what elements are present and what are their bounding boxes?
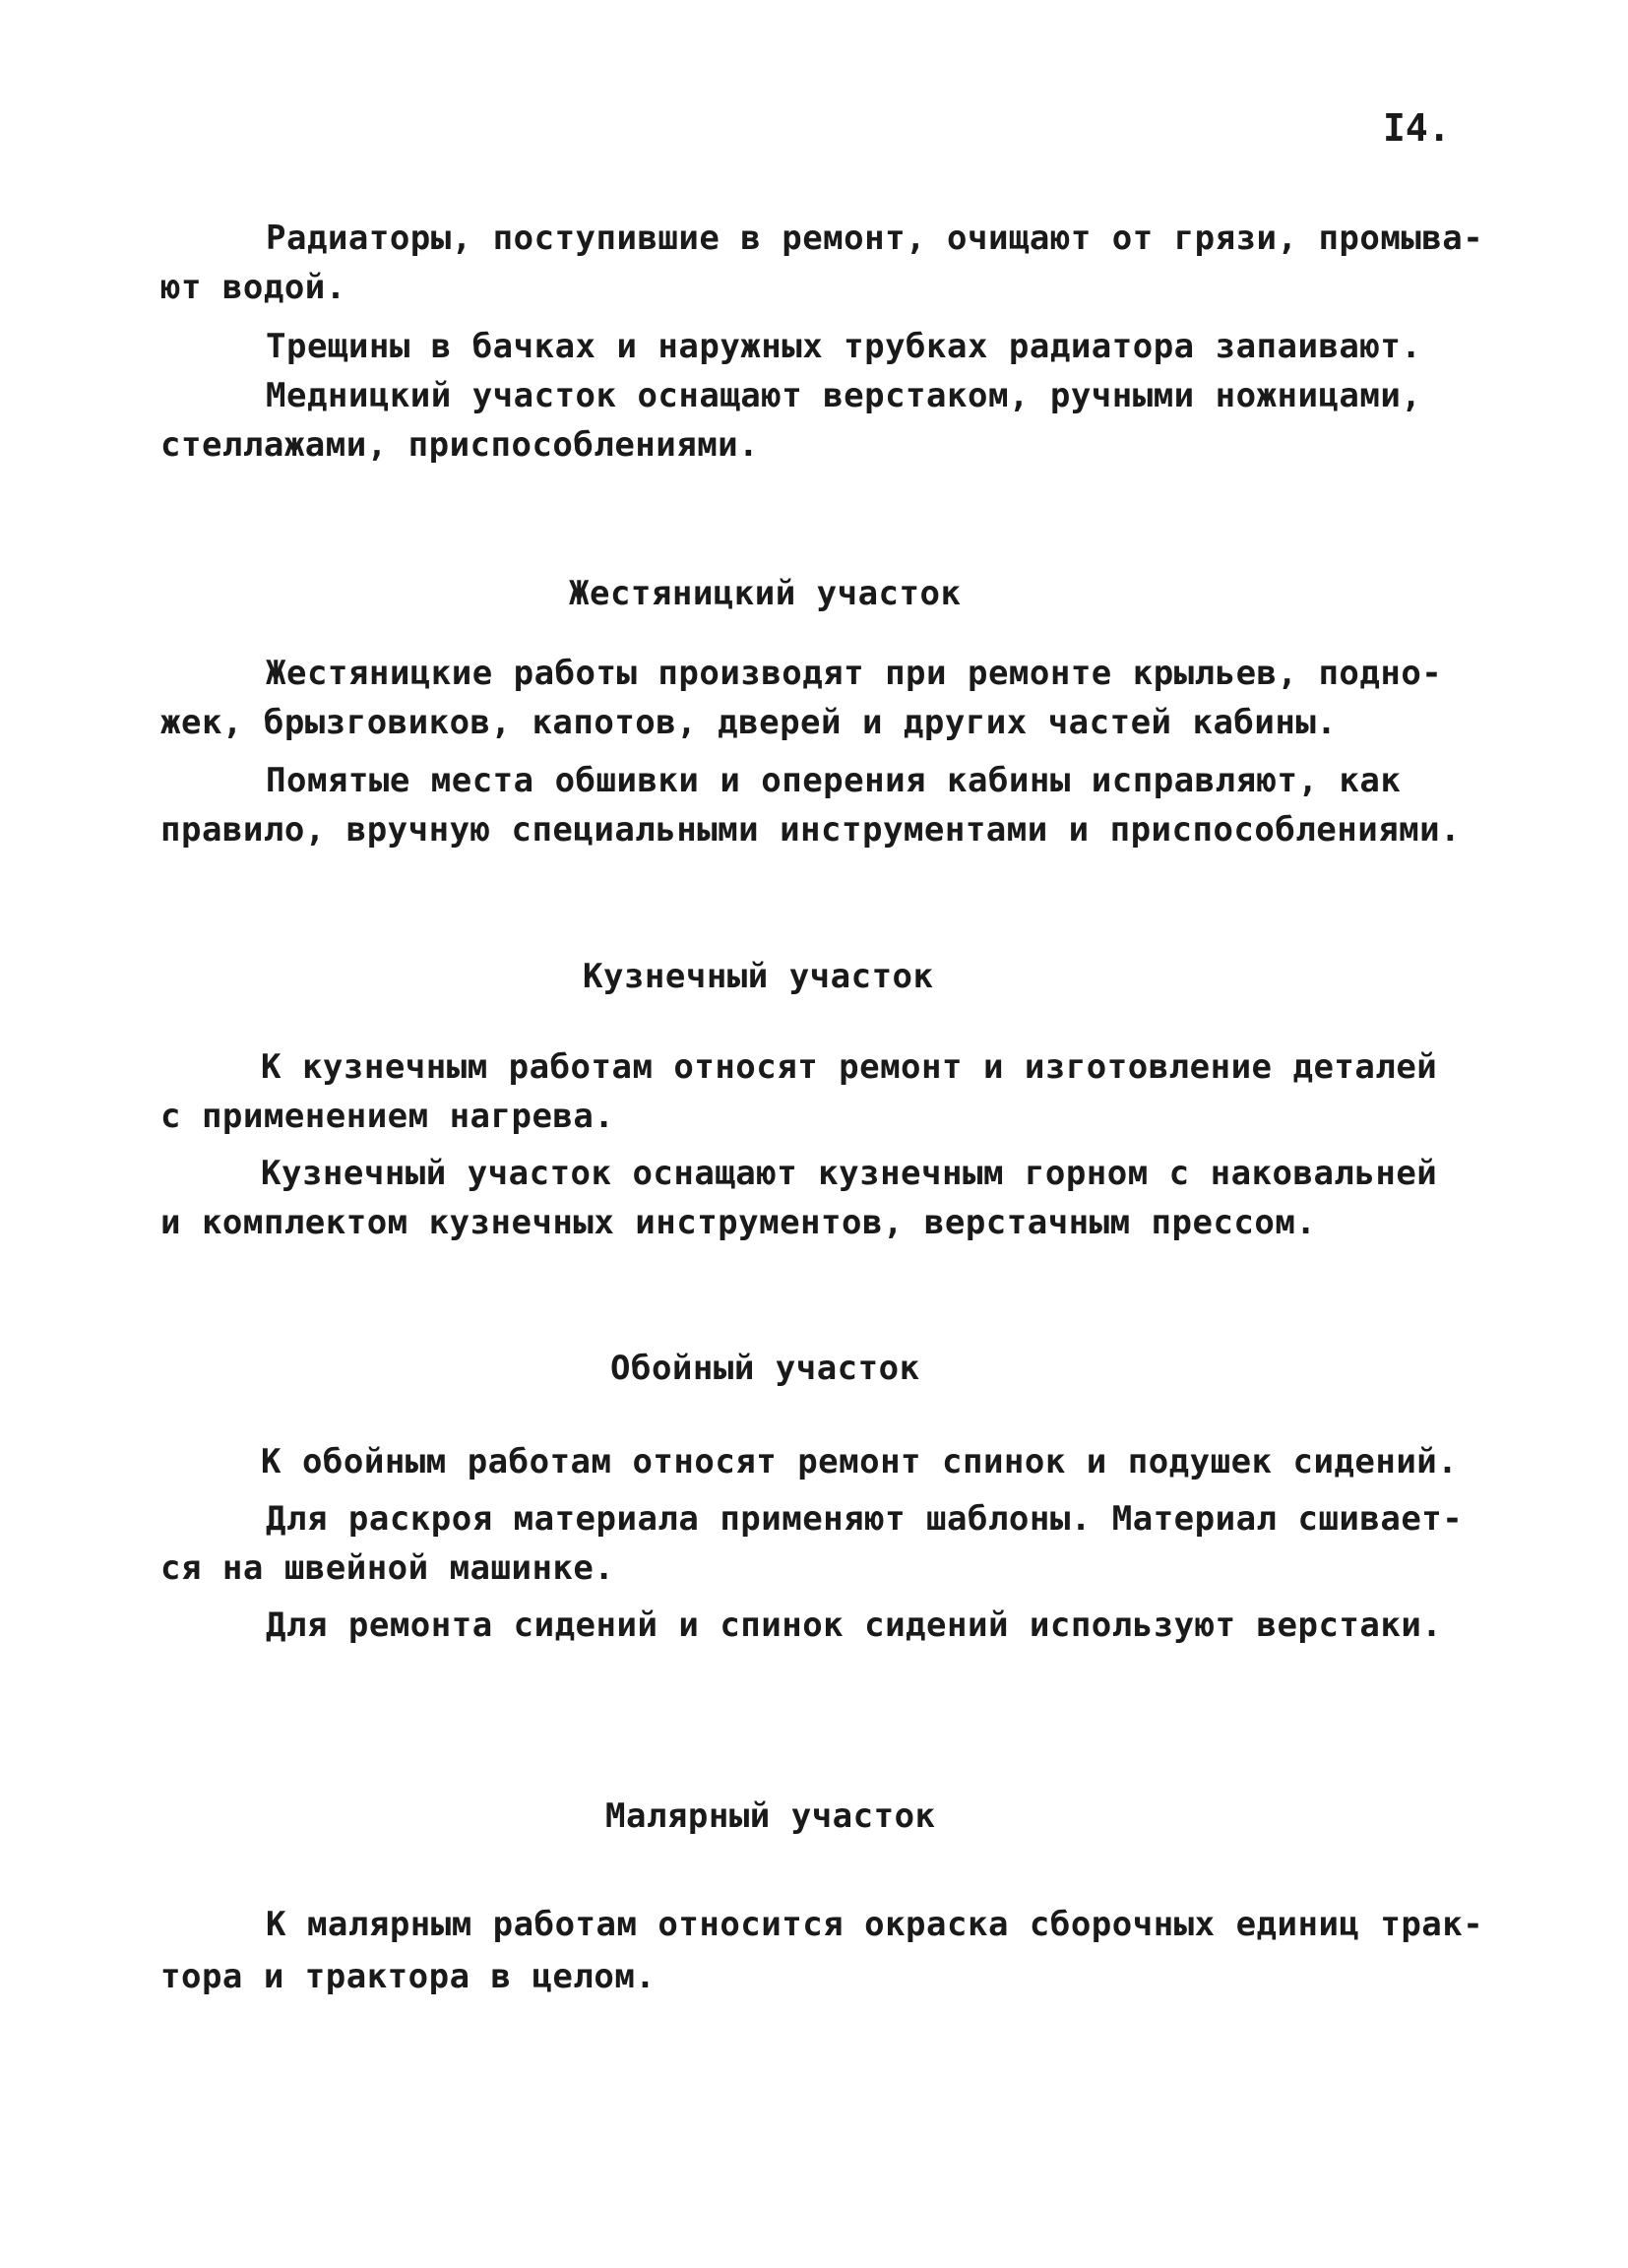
paragraph-line: Радиаторы, поступившие в ремонт, очищают от грязи, промыва-: [266, 219, 1484, 258]
paragraph-line: тора и трактора в целом.: [160, 1957, 657, 1996]
paragraph-line: жек, брызговиков, капотов, дверей и других частей кабины.: [160, 703, 1338, 742]
paragraph-line: Жестяницкие работы производят при ремонте крыльев, подно-: [266, 654, 1443, 693]
paragraph-line: и комплектом кузнечных инструментов, верстачным прессом.: [160, 1203, 1317, 1242]
section-heading: Малярный участок: [605, 1796, 936, 1836]
section-heading: Кузнечный участок: [583, 957, 934, 996]
paragraph-line: К обойным работам относят ремонт спинок и подушек сидений.: [261, 1442, 1459, 1481]
paragraph-line: К малярным работам относится окраска сборочных единиц трак-: [266, 1905, 1484, 1944]
section-heading: Жестяницкий участок: [569, 574, 962, 613]
paragraph-line: Трещины в бачках и наружных трубках радиатора запаивают.: [266, 327, 1422, 366]
paragraph-line: ют водой.: [160, 268, 346, 307]
paragraph-line: с применением нагрева.: [160, 1097, 615, 1136]
paragraph-line: Помятые места обшивки и оперения кабины исправляют, как: [266, 761, 1402, 800]
paragraph-line: К кузнечным работам относят ремонт и изготовление деталей: [261, 1047, 1438, 1087]
page-number: I4.: [1383, 106, 1451, 150]
paragraph-line: Медницкий участок оснащают верстаком, ручными ножницами,: [266, 376, 1422, 415]
paragraph-line: правило, вручную специальными инструментами и приспособлениями.: [160, 810, 1462, 850]
paragraph-line: Для ремонта сидений и спинок сидений используют верстаки.: [266, 1606, 1443, 1645]
paragraph-line: Для раскроя материала применяют шаблоны. Материал сшивает-: [266, 1499, 1464, 1539]
paragraph-line: стеллажами, приспособлениями.: [160, 425, 760, 465]
paragraph-line: Кузнечный участок оснащают кузнечным горном с наковальней: [261, 1154, 1438, 1193]
section-heading: Обойный участок: [610, 1349, 920, 1388]
paragraph-line: ся на швейной машинке.: [160, 1548, 615, 1588]
